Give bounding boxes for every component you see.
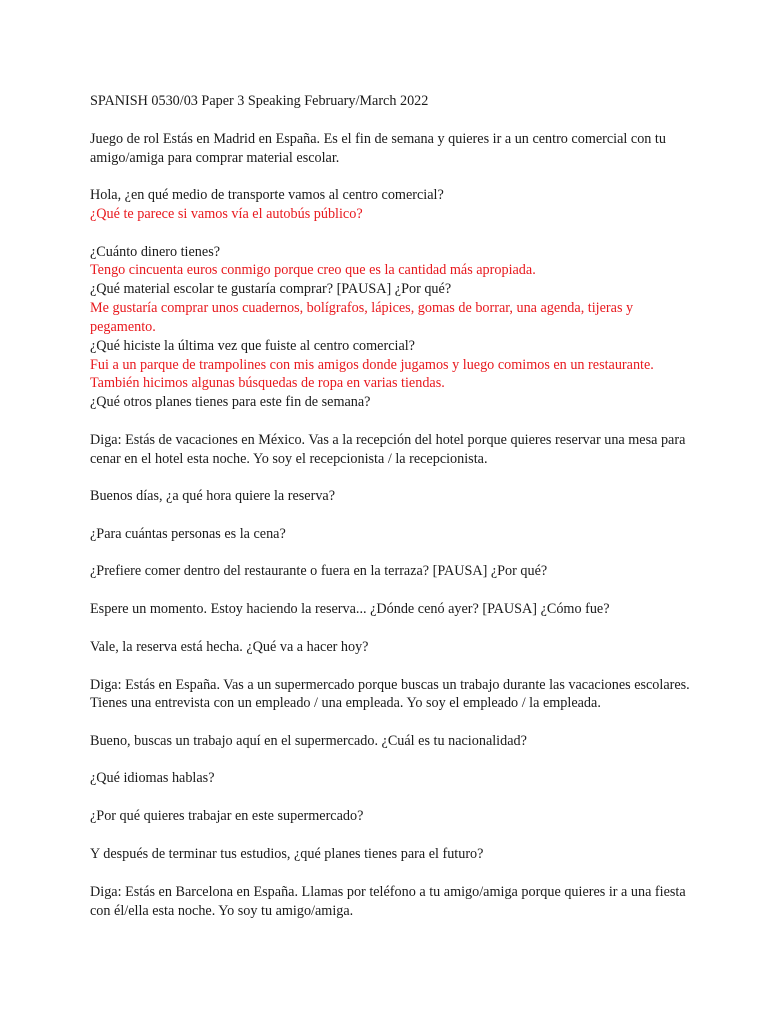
card1-answer-3-line1: Me gustaría comprar unos cuadernos, bolígrafos, lápices, gomas de borrar, una agenda, tijeras y: [90, 300, 634, 316]
card1-question-4: ¿Qué hiciste la última vez que fuiste al centro comercial?: [90, 338, 415, 354]
card1-question-2: ¿Cuánto dinero tienes?: [90, 244, 221, 260]
card1-question-1: Hola, ¿en qué medio de transporte vamos al centro comercial?: [90, 187, 444, 203]
card2-question-5: Vale, la reserva está hecha. ¿Qué va a hacer hoy?: [90, 639, 369, 655]
card1-question-3: ¿Qué material escolar te gustaría comprar? [PAUSA] ¿Por qué?: [90, 281, 452, 297]
card3-question-2: ¿Qué idiomas hablas?: [90, 770, 215, 786]
card3-question-3: ¿Por qué quieres trabajar en este supermercado?: [90, 808, 364, 824]
card2-question-3: ¿Prefiere comer dentro del restaurante o fuera en la terraza? [PAUSA] ¿Por qué?: [90, 563, 548, 579]
card3-question-4: Y después de terminar tus estudios, ¿qué planes tienes para el futuro?: [90, 846, 484, 862]
card1-question-5: ¿Qué otros planes tienes para este fin de semana?: [90, 394, 371, 410]
card2-intro-line1: Diga: Estás de vacaciones en México. Vas a la recepción del hotel porque quieres reservar una mesa para: [90, 432, 686, 448]
card4-intro-line1: Diga: Estás en Barcelona en España. Llamas por teléfono a tu amigo/amiga porque quieres ir a una fiesta: [90, 884, 686, 900]
card4-intro-line2: con él/ella esta noche. Yo soy tu amigo/amiga.: [90, 903, 354, 919]
card3-intro-line1: Diga: Estás en España. Vas a un supermercado porque buscas un trabajo durante las vacaciones escolares.: [90, 677, 690, 693]
card1-answer-3-line2: pegamento.: [90, 319, 156, 335]
card2-question-4: Espere un momento. Estoy haciendo la reserva... ¿Dónde cenó ayer? [PAUSA] ¿Cómo fue?: [90, 601, 610, 617]
card1-answer-2: Tengo cincuenta euros conmigo porque creo que es la cantidad más apropiada.: [90, 262, 536, 278]
card3-intro-line2: Tienes una entrevista con un empleado / una empleada. Yo soy el empleado / la empleada.: [90, 695, 601, 711]
card1-intro-line1: Juego de rol Estás en Madrid en España. Es el fin de semana y quieres ir a un centro comercial con tu: [90, 131, 666, 147]
card1-answer-4-line2: También hicimos algunas búsquedas de ropa en varias tiendas.: [90, 375, 445, 391]
card2-question-2: ¿Para cuántas personas es la cena?: [90, 526, 286, 542]
card2-intro-line2: cenar en el hotel esta noche. Yo soy el recepcionista / la recepcionista.: [90, 451, 488, 467]
card3-question-1: Bueno, buscas un trabajo aquí en el supermercado. ¿Cuál es tu nacionalidad?: [90, 733, 527, 749]
document-title: SPANISH 0530/03 Paper 3 Speaking February/March 2022: [90, 93, 429, 109]
card1-answer-1: ¿Qué te parece si vamos vía el autobús público?: [90, 206, 363, 222]
card1-answer-4-line1: Fui a un parque de trampolines con mis amigos donde jugamos y luego comimos en un restaurante.: [90, 357, 654, 373]
card2-question-1: Buenos días, ¿a qué hora quiere la reserva?: [90, 488, 336, 504]
card1-intro-line2: amigo/amiga para comprar material escolar.: [90, 150, 340, 166]
